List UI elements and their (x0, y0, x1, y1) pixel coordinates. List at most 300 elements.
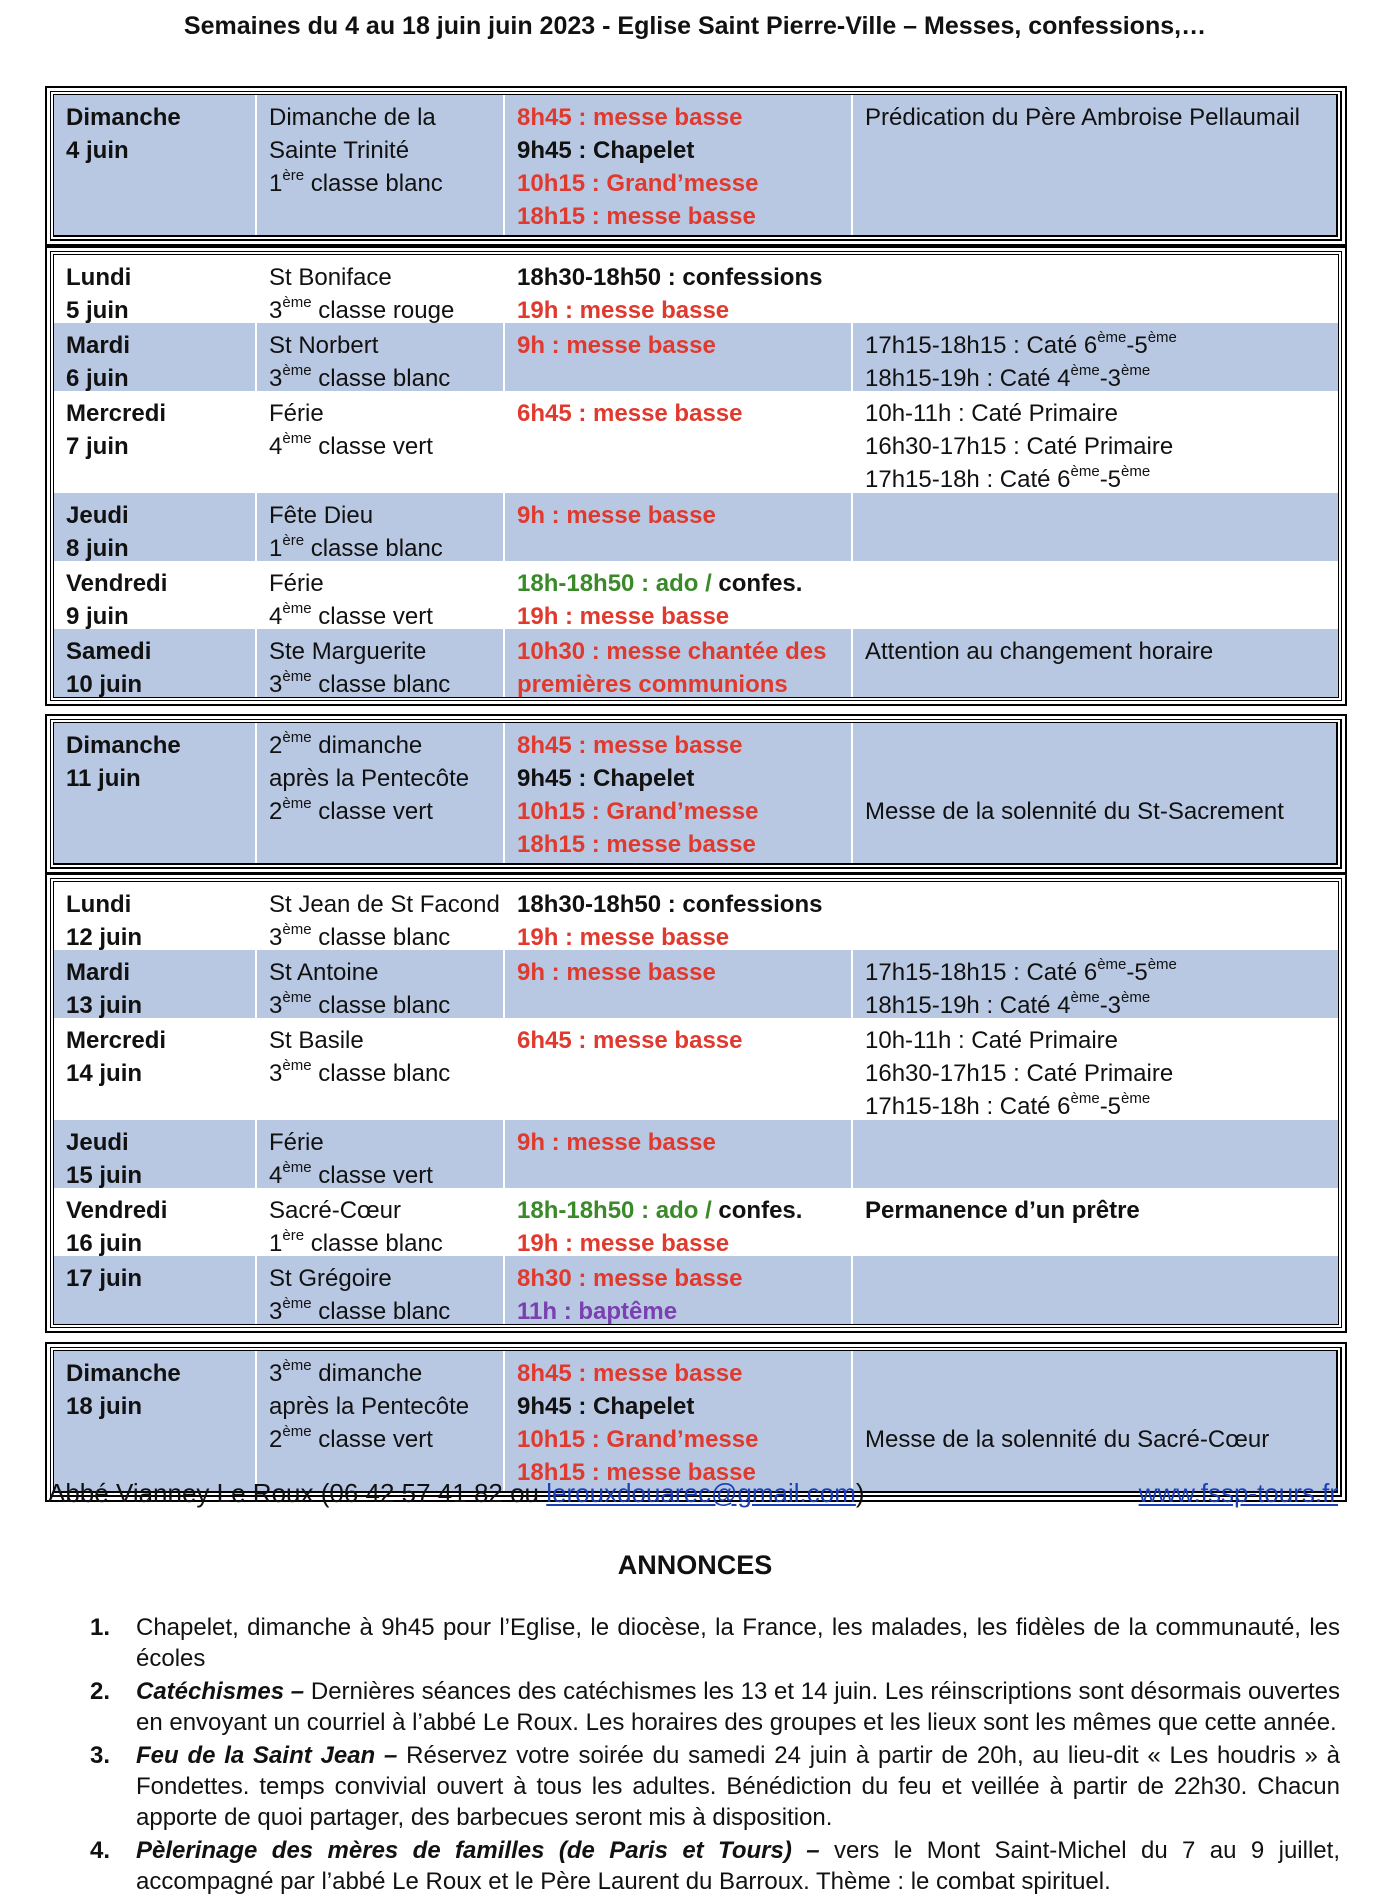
table-row (54, 723, 1336, 863)
text: Férie (269, 570, 324, 597)
text: 3 (269, 671, 283, 698)
day-line: 4 juin (66, 137, 129, 164)
schedule-line (517, 1194, 841, 1227)
feast-line (269, 397, 493, 430)
superscript: ème (1147, 329, 1177, 346)
day-line: 12 juin (66, 924, 143, 951)
schedule-cell (505, 723, 853, 863)
annonce-text (136, 1835, 1340, 1897)
text: 4 (269, 603, 283, 630)
superscript: ème (1121, 989, 1151, 1006)
text: 10h-11h : Caté Primaire (865, 1027, 1119, 1054)
feast-cell (257, 723, 505, 863)
annonce-item (90, 1835, 1340, 1897)
annonce-body: Chapelet, dimanche à 9h45 pour l’Eglise, le diocèse, la France, les malades, les fidèles de la communauté, les écoles (136, 1614, 1340, 1672)
day-cell (54, 950, 257, 1018)
day-cell (54, 1256, 257, 1324)
schedule-text: 18h15 : messe basse (517, 203, 756, 230)
notes-cell (853, 950, 1338, 1018)
text: 17h15-18h15 : Caté 6 (865, 332, 1098, 359)
contact-prefix: Abbé Vianney Le Roux (06 42 57 41 82 ou (48, 1478, 547, 1508)
feast-cell (257, 1256, 505, 1324)
schedule-line (517, 329, 841, 362)
text: 16h30-17h15 : Caté Primaire (865, 1060, 1174, 1087)
schedule-line (517, 1295, 841, 1328)
schedule-line (517, 1024, 841, 1057)
text: après la Pentecôte (269, 1393, 470, 1420)
annonce-lead: Catéchismes – (136, 1678, 305, 1705)
schedule-text: 9h45 : Chapelet (517, 765, 695, 792)
schedule-line (517, 635, 841, 668)
superscript: ème (1070, 1090, 1100, 1107)
feast-line (269, 1357, 493, 1390)
text: St Antoine (269, 959, 379, 986)
schedule-cell (505, 391, 853, 493)
day-line: Dimanche (66, 1360, 181, 1387)
text: St Basile (269, 1027, 364, 1054)
schedule-text: 18h-18h50 : ado / (517, 570, 719, 597)
schedule-text: 10h15 : Grand’messe (517, 1426, 759, 1453)
feast-line (269, 1295, 493, 1328)
day-cell (54, 561, 257, 629)
note-line (865, 1090, 1328, 1123)
feast-line (269, 668, 493, 701)
text: 17h15-18h : Caté 6 (865, 466, 1071, 493)
feast-cell (257, 255, 505, 323)
week-block (50, 251, 1342, 701)
day-cell (54, 723, 257, 863)
text: St Boniface (269, 264, 392, 291)
schedule-line (517, 200, 841, 233)
text: classe vert (311, 433, 433, 460)
day-line: 16 juin (66, 1230, 143, 1257)
schedule-line (517, 101, 841, 134)
day-line: Jeudi (66, 1129, 129, 1156)
feast-line (269, 134, 493, 167)
superscript: ème (1070, 463, 1100, 480)
annonce-body: vers le Mont Saint-Michel du 7 au 9 juillet, accompagné par l’abbé Le Roux et le Père Laurent du Barroux. Thème : le combat spirituel. (136, 1837, 1340, 1895)
schedule-text: 9h : messe basse (517, 959, 716, 986)
schedule-cell (505, 493, 853, 561)
notes-cell (853, 391, 1338, 493)
superscript: ème (282, 989, 312, 1006)
schedule-text: 18h15 : messe basse (517, 1459, 756, 1486)
annonces-list (90, 1612, 1340, 1899)
email-link[interactable]: lerouxdouarec@gmail.com (546, 1478, 856, 1508)
text: 3 (269, 1298, 283, 1325)
note-line (865, 1057, 1328, 1090)
website-link[interactable]: www.fssp-tours.fr (1138, 1478, 1338, 1508)
text: classe vert (311, 798, 433, 825)
feast-cell (257, 493, 505, 561)
table-row (54, 493, 1338, 561)
superscript: ème (282, 1357, 312, 1374)
notes-cell (853, 323, 1338, 391)
text: -5 (1099, 466, 1122, 493)
day-line: 14 juin (66, 1060, 143, 1087)
table-row (54, 1188, 1338, 1256)
text: classe blanc (304, 535, 443, 562)
notes-cell (853, 1188, 1338, 1256)
text: 2 (269, 1426, 283, 1453)
schedule-text: 9h45 : Chapelet (517, 1393, 695, 1420)
day-line: Jeudi (66, 502, 129, 529)
day-line: 6 juin (66, 365, 129, 392)
day-cell (54, 1018, 257, 1120)
feast-cell (257, 1351, 505, 1491)
day-line: Dimanche (66, 104, 181, 131)
feast-line (269, 101, 493, 134)
text: -5 (1099, 1093, 1122, 1120)
text: classe blanc (311, 1298, 451, 1325)
schedule-text: 10h15 : Grand’messe (517, 170, 759, 197)
schedule-text: 19h : messe basse (517, 924, 730, 951)
feast-line (269, 795, 493, 828)
schedule-line (517, 167, 841, 200)
text: classe blanc (304, 1230, 443, 1257)
schedule-cell (505, 950, 853, 1018)
superscript: ème (1121, 362, 1151, 379)
feast-line (269, 888, 500, 921)
annonce-item (90, 1612, 1340, 1674)
text: Attention au changement horaire (865, 638, 1214, 665)
schedule-text: 18h30-18h50 : confessions (517, 264, 823, 291)
schedule-line (517, 499, 841, 532)
day-cell (54, 255, 257, 323)
schedule-text: 8h45 : messe basse (517, 732, 743, 759)
table-row (54, 629, 1338, 697)
feast-line (269, 1262, 493, 1295)
annonce-item (90, 1676, 1340, 1738)
feast-line (269, 167, 493, 200)
day-line: 15 juin (66, 1162, 143, 1189)
day-line: Mardi (66, 959, 131, 986)
schedule-line (517, 567, 841, 600)
text: 18h15-19h : Caté 4 (865, 365, 1071, 392)
annonce-item (90, 1740, 1340, 1833)
feast-line (269, 635, 493, 668)
text: -5 (1126, 959, 1148, 986)
schedule-text: 19h : messe basse (517, 297, 730, 324)
table-row (54, 950, 1338, 1018)
feast-line (269, 762, 493, 795)
text: classe vert (311, 1162, 433, 1189)
superscript: ème (282, 294, 312, 311)
schedule-text: 9h : messe basse (517, 1129, 716, 1156)
text: 1 (269, 535, 283, 562)
schedule-line (517, 1390, 841, 1423)
contact-suffix: ) (855, 1478, 865, 1508)
schedule-cell (505, 1351, 853, 1491)
table-row (54, 561, 1338, 629)
schedule-text: 10h15 : Grand’messe (517, 798, 759, 825)
schedule-cell (505, 255, 853, 323)
text: classe blanc (311, 671, 451, 698)
text: Férie (269, 1129, 324, 1156)
schedule-text: 6h45 : messe basse (517, 400, 743, 427)
day-cell (54, 323, 257, 391)
superscript: ème (282, 795, 312, 812)
feast-cell (257, 629, 505, 697)
schedule-text: 11h : baptême (517, 1298, 678, 1325)
feast-line (269, 1057, 493, 1090)
text: 3 (269, 365, 283, 392)
text: -3 (1099, 992, 1122, 1019)
schedule-cell (505, 1120, 853, 1188)
table-row (54, 1018, 1338, 1120)
annonces-title: ANNONCES (617, 1550, 773, 1580)
text: 3 (269, 1060, 283, 1087)
day-line: 10 juin (66, 671, 143, 698)
schedule-text: 9h : messe basse (517, 502, 716, 529)
day-line: 7 juin (66, 433, 129, 460)
schedule-cell (505, 1256, 853, 1324)
text: classe blanc (311, 992, 451, 1019)
contact-line (48, 1476, 1338, 1510)
schedule-line (517, 888, 841, 921)
text: classe blanc (311, 365, 451, 392)
schedule-text-tail: confes. (718, 1197, 803, 1224)
annonce-body: Réservez votre soirée du samedi 24 juin à partir de 20h, au lieu-dit « Les houdris » à Fondettes. temps convivial ouvert à tous les adultes. Bénédiction du feu et veillée à partir de 22h30. Chacun apporte de quoi partager, des barbecues seront mis à disposition. (136, 1742, 1340, 1831)
note-line (865, 397, 1328, 430)
feast-cell (257, 1120, 505, 1188)
text: 3 (269, 924, 283, 951)
superscript: ème (1121, 1090, 1151, 1107)
superscript: ère (282, 1227, 305, 1244)
day-cell (54, 1188, 257, 1256)
schedule-text: 18h30-18h50 : confessions (517, 891, 823, 918)
day-line: 18 juin (66, 1393, 143, 1420)
feast-cell (257, 391, 505, 493)
table-row (54, 255, 1338, 323)
note-line (865, 729, 1326, 762)
note-line (865, 1194, 1328, 1227)
text: 1 (269, 170, 283, 197)
day-line: Mercredi (66, 400, 167, 427)
schedule-line (517, 134, 841, 167)
schedule-text: 9h45 : Chapelet (517, 137, 695, 164)
superscript: ème (1097, 956, 1127, 973)
day-cell (54, 629, 257, 697)
text: Sainte Trinité (269, 137, 410, 164)
text: classe blanc (311, 924, 451, 951)
note-line (865, 795, 1326, 828)
schedule-text: premières communions (517, 671, 788, 698)
day-line: Dimanche (66, 732, 181, 759)
text: Permanence d’un prêtre (865, 1197, 1140, 1224)
text: Ste Marguerite (269, 638, 427, 665)
annonce-text (136, 1676, 1340, 1738)
day-cell (54, 1120, 257, 1188)
superscript: ème (282, 362, 312, 379)
note-line (865, 430, 1328, 463)
schedule-text: 19h : messe basse (517, 1230, 730, 1257)
schedule-text: 8h45 : messe basse (517, 104, 743, 131)
schedule-text-tail: confes. (718, 570, 803, 597)
text: Sacré-Cœur (269, 1197, 402, 1224)
schedule-line (517, 397, 841, 430)
feast-line (269, 329, 493, 362)
day-cell (54, 882, 257, 950)
schedule-line (517, 1262, 841, 1295)
superscript: ème (282, 668, 312, 685)
text: St Jean de St Facond (269, 891, 500, 918)
feast-cell (257, 95, 505, 235)
day-line: 5 juin (66, 297, 129, 324)
notes-cell (853, 1120, 1338, 1188)
schedule-cell (505, 882, 853, 950)
superscript: ème (1070, 989, 1100, 1006)
feast-line (269, 956, 493, 989)
notes-cell (853, 1256, 1338, 1324)
schedule-line (517, 956, 841, 989)
feast-line (269, 567, 493, 600)
text: -5 (1126, 332, 1148, 359)
text: 4 (269, 433, 283, 460)
day-cell (54, 95, 257, 235)
week-block (50, 878, 1342, 1328)
schedule-line (517, 1357, 841, 1390)
superscript: ème (282, 430, 312, 447)
feast-line (269, 261, 493, 294)
table-row (54, 1256, 1338, 1324)
schedule-line (517, 261, 841, 294)
text: Dimanche de la (269, 104, 436, 131)
feast-line (269, 1423, 493, 1456)
day-line: Vendredi (66, 1197, 168, 1224)
note-line (865, 463, 1328, 496)
table-row (54, 1120, 1338, 1188)
note-line (865, 1357, 1326, 1390)
superscript: ème (282, 729, 312, 746)
text: -3 (1099, 365, 1122, 392)
schedule-text: 19h : messe basse (517, 603, 730, 630)
sunday-block (50, 1347, 1342, 1497)
text: St Grégoire (269, 1265, 392, 1292)
text: 3 (269, 297, 283, 324)
schedule-line (517, 1126, 841, 1159)
text: Prédication du Père Ambroise Pellaumail (865, 104, 1300, 131)
schedule-cell (505, 1188, 853, 1256)
annonce-number: 1. (90, 1614, 111, 1641)
day-line: Samedi (66, 638, 152, 665)
text: classe blanc (311, 1060, 451, 1087)
feast-cell (257, 882, 505, 950)
table-row (54, 882, 1338, 950)
schedule-text: 18h15 : messe basse (517, 831, 756, 858)
text: 3 (269, 1360, 283, 1387)
text: dimanche (311, 1360, 423, 1387)
day-line: Lundi (66, 264, 132, 291)
feast-cell (257, 1188, 505, 1256)
schedule-cell (505, 561, 853, 629)
text: Messe de la solennité du St-Sacrement (865, 798, 1284, 825)
superscript: ère (282, 167, 305, 184)
notes-cell (853, 255, 1338, 323)
text: 4 (269, 1162, 283, 1189)
day-cell (54, 493, 257, 561)
note-line (865, 329, 1328, 362)
text: 2 (269, 732, 283, 759)
page-title: Semaines du 4 au 18 juin juin 2023 - Eglise Saint Pierre-Ville – Messes, confessions,… (183, 12, 1207, 40)
text: classe vert (311, 603, 433, 630)
day-line: 11 juin (66, 765, 141, 792)
day-line: Lundi (66, 891, 132, 918)
superscript: ème (1097, 329, 1127, 346)
table-row (54, 1351, 1336, 1491)
text: 17h15-18h15 : Caté 6 (865, 959, 1098, 986)
superscript: ère (282, 532, 305, 549)
notes-cell (853, 561, 1338, 629)
schedule-text: 18h-18h50 : ado / (517, 1197, 719, 1224)
feast-line (269, 1024, 493, 1057)
annonce-lead: Feu de la Saint Jean – (136, 1742, 398, 1769)
text: Fête Dieu (269, 502, 374, 529)
schedule-line (517, 729, 841, 762)
annonce-body: Dernières séances des catéchismes les 13 et 14 juin. Les réinscriptions sont désormais ouvertes en envoyant un courriel à l’abbé Le Roux. Les horaires des groupes et les lieux sont les mêmes que cette année. (136, 1678, 1341, 1736)
sunday-block (50, 719, 1342, 869)
day-cell (54, 391, 257, 493)
schedule-line (517, 828, 841, 861)
feast-cell (257, 950, 505, 1018)
note-line (865, 1024, 1328, 1057)
text: classe vert (311, 1426, 433, 1453)
notes-cell (853, 882, 1338, 950)
notes-cell (853, 723, 1336, 863)
feast-line (269, 1194, 493, 1227)
table-row (54, 95, 1336, 235)
schedule-text: 8h45 : messe basse (517, 1360, 743, 1387)
superscript: ème (282, 921, 312, 938)
table-row (54, 391, 1338, 493)
notes-cell (853, 1351, 1336, 1491)
schedule-text: 8h30 : messe basse (517, 1265, 743, 1292)
superscript: ème (1121, 463, 1151, 480)
schedule-line (517, 762, 841, 795)
notes-cell (853, 1018, 1338, 1120)
feast-cell (257, 323, 505, 391)
text: classe rouge (311, 297, 455, 324)
schedule-cell (505, 323, 853, 391)
schedule-line (517, 1423, 841, 1456)
annonce-lead: Pèlerinage des mères de familles (de Paris et Tours) – (136, 1837, 820, 1864)
notes-cell (853, 493, 1338, 561)
superscript: ème (282, 600, 312, 617)
feast-line (269, 729, 493, 762)
day-cell (54, 1351, 257, 1491)
schedule-cell (505, 629, 853, 697)
notes-cell (853, 95, 1336, 235)
note-line (865, 635, 1328, 668)
text: Férie (269, 400, 324, 427)
schedule-text: 10h30 : messe chantée des (517, 638, 827, 665)
text: après la Pentecôte (269, 765, 470, 792)
note-line (865, 762, 1326, 795)
superscript: ème (1070, 362, 1100, 379)
schedule-text: 9h : messe basse (517, 332, 716, 359)
text: 2 (269, 798, 283, 825)
day-line: 13 juin (66, 992, 143, 1019)
schedule-cell (505, 95, 853, 235)
text: St Norbert (269, 332, 379, 359)
annonce-number: 2. (90, 1678, 111, 1705)
day-line: 9 juin (66, 603, 129, 630)
annonce-text (136, 1612, 1340, 1674)
day-line: 17 juin (66, 1265, 143, 1292)
day-line: 8 juin (66, 535, 129, 562)
annonce-number: 4. (90, 1837, 111, 1864)
schedule-line (517, 795, 841, 828)
